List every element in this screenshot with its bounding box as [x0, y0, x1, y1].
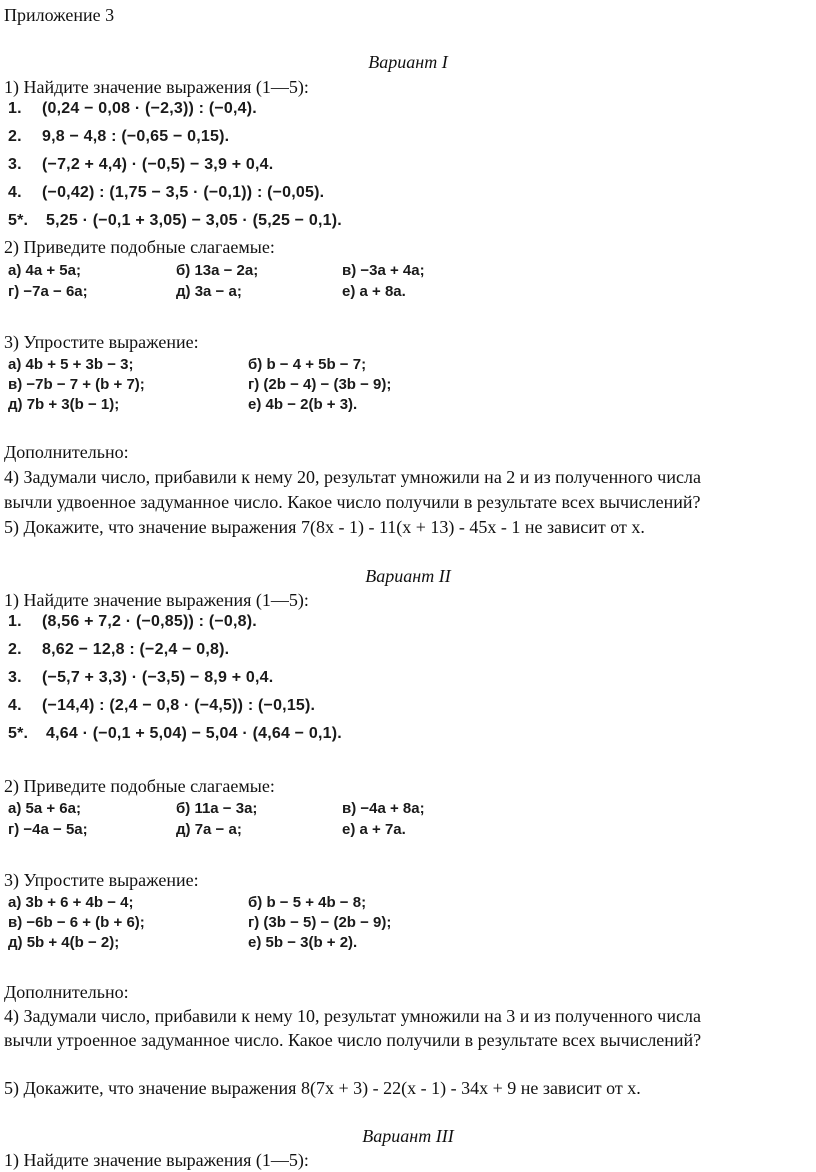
v1-like-term-g: г) −7a − 6a;: [8, 283, 88, 300]
v2-task3-prompt: 3) Упростите выражение:: [4, 870, 199, 890]
v1-simplify-v: в) −7b − 7 + (b + 7);: [8, 376, 145, 393]
v2-like-term-d: д) 7a − a;: [176, 821, 242, 838]
v1-like-term-b: б) 13a − 2a;: [176, 262, 259, 279]
v1-simplify-e: е) 4b − 2(b + 3).: [248, 396, 358, 413]
v2-task4-line2: вычли утроенное задуманное число. Какое число получили в результате всех вычислений?: [4, 1030, 702, 1050]
v2-like-term-g: г) −4a − 5a;: [8, 821, 88, 838]
v1-simplify-d: д) 7b + 3(b − 1);: [8, 396, 120, 413]
v1-exercise-3: 3. (−7,2 + 4,4) · (−0,5) − 3,9 + 0,4.: [8, 156, 274, 173]
v2-exercise-4: 4. (−14,4) : (2,4 − 0,8 · (−4,5)) : (−0,15).: [8, 697, 316, 714]
v2-simplify-a: а) 3b + 6 + 4b − 4;: [8, 894, 134, 911]
v2-simplify-g: г) (3b − 5) − (2b − 9);: [248, 914, 392, 931]
v2-simplify-e: е) 5b − 3(b + 2).: [248, 934, 358, 951]
v2-like-term-v: в) −4a + 8a;: [342, 800, 425, 817]
v1-simplify-a: а) 4b + 5 + 3b − 3;: [8, 356, 134, 373]
v2-simplify-d: д) 5b + 4(b − 2);: [8, 934, 120, 951]
variant-1-title: Вариант I: [368, 52, 448, 72]
v2-exercise-1: 1. (8,56 + 7,2 · (−0,85)) : (−0,8).: [8, 613, 257, 630]
v1-task4-line2: вычли удвоенное задуманное число. Какое число получили в результате всех вычислений?: [4, 492, 701, 512]
v2-like-term-a: а) 5a + 6a;: [8, 800, 81, 817]
v2-extra-title: Дополнительно:: [4, 982, 129, 1002]
v2-like-term-b: б) 11a − 3a;: [176, 800, 258, 817]
v1-simplify-g: г) (2b − 4) − (3b − 9);: [248, 376, 392, 393]
v1-simplify-b: б) b − 4 + 5b − 7;: [248, 356, 367, 373]
v1-task3-prompt: 3) Упростите выражение:: [4, 332, 199, 352]
variant-2-title: Вариант II: [365, 566, 451, 586]
v1-like-term-e: е) a + 8a.: [342, 283, 406, 300]
variant-3-title: Вариант III: [362, 1126, 454, 1146]
v1-exercise-5: 5*. 5,25 · (−0,1 + 3,05) − 3,05 · (5,25 − 0,1).: [8, 212, 342, 229]
v1-task1-prompt: 1) Найдите значение выражения (1—5):: [4, 77, 309, 97]
v2-like-term-e: е) a + 7a.: [342, 821, 406, 838]
v2-exercise-5: 5*. 4,64 · (−0,1 + 5,04) − 5,04 · (4,64 − 0,1).: [8, 725, 342, 742]
appendix-header: Приложение 3: [4, 5, 115, 25]
v3-task1-prompt: 1) Найдите значение выражения (1—5):: [4, 1150, 309, 1170]
v2-simplify-b: б) b − 5 + 4b − 8;: [248, 894, 367, 911]
v1-like-term-d: д) 3a − a;: [176, 283, 242, 300]
v1-like-term-v: в) −3a + 4a;: [342, 262, 425, 279]
v2-task5: 5) Докажите, что значение выражения 8(7x + 3) - 22(x - 1) - 34x + 9 не зависит от x.: [4, 1078, 641, 1098]
v1-task4-line1: 4) Задумали число, прибавили к нему 20, результат умножили на 2 и из полученного числа: [4, 467, 701, 487]
v1-task5: 5) Докажите, что значение выражения 7(8x - 1) - 11(x + 13) - 45x - 1 не зависит от x.: [4, 517, 645, 537]
v1-exercise-2: 2. 9,8 − 4,8 : (−0,65 − 0,15).: [8, 128, 230, 145]
v2-task1-prompt: 1) Найдите значение выражения (1—5):: [4, 590, 309, 610]
v1-like-term-a: а) 4a + 5a;: [8, 262, 81, 279]
v2-task2-prompt: 2) Приведите подобные слагаемые:: [4, 776, 275, 796]
v1-extra-title: Дополнительно:: [4, 442, 129, 462]
v2-simplify-v: в) −6b − 6 + (b + 6);: [8, 914, 145, 931]
v2-task4-line1: 4) Задумали число, прибавили к нему 10, результат умножили на 3 и из полученного числа: [4, 1006, 701, 1026]
v2-exercise-2: 2. 8,62 − 12,8 : (−2,4 − 0,8).: [8, 641, 230, 658]
v1-exercise-4: 4. (−0,42) : (1,75 − 3,5 · (−0,1)) : (−0,05).: [8, 184, 325, 201]
v2-exercise-3: 3. (−5,7 + 3,3) · (−3,5) − 8,9 + 0,4.: [8, 669, 274, 686]
v1-task2-prompt: 2) Приведите подобные слагаемые:: [4, 237, 275, 257]
v1-exercise-1: 1. (0,24 − 0,08 · (−2,3)) : (−0,4).: [8, 100, 257, 117]
